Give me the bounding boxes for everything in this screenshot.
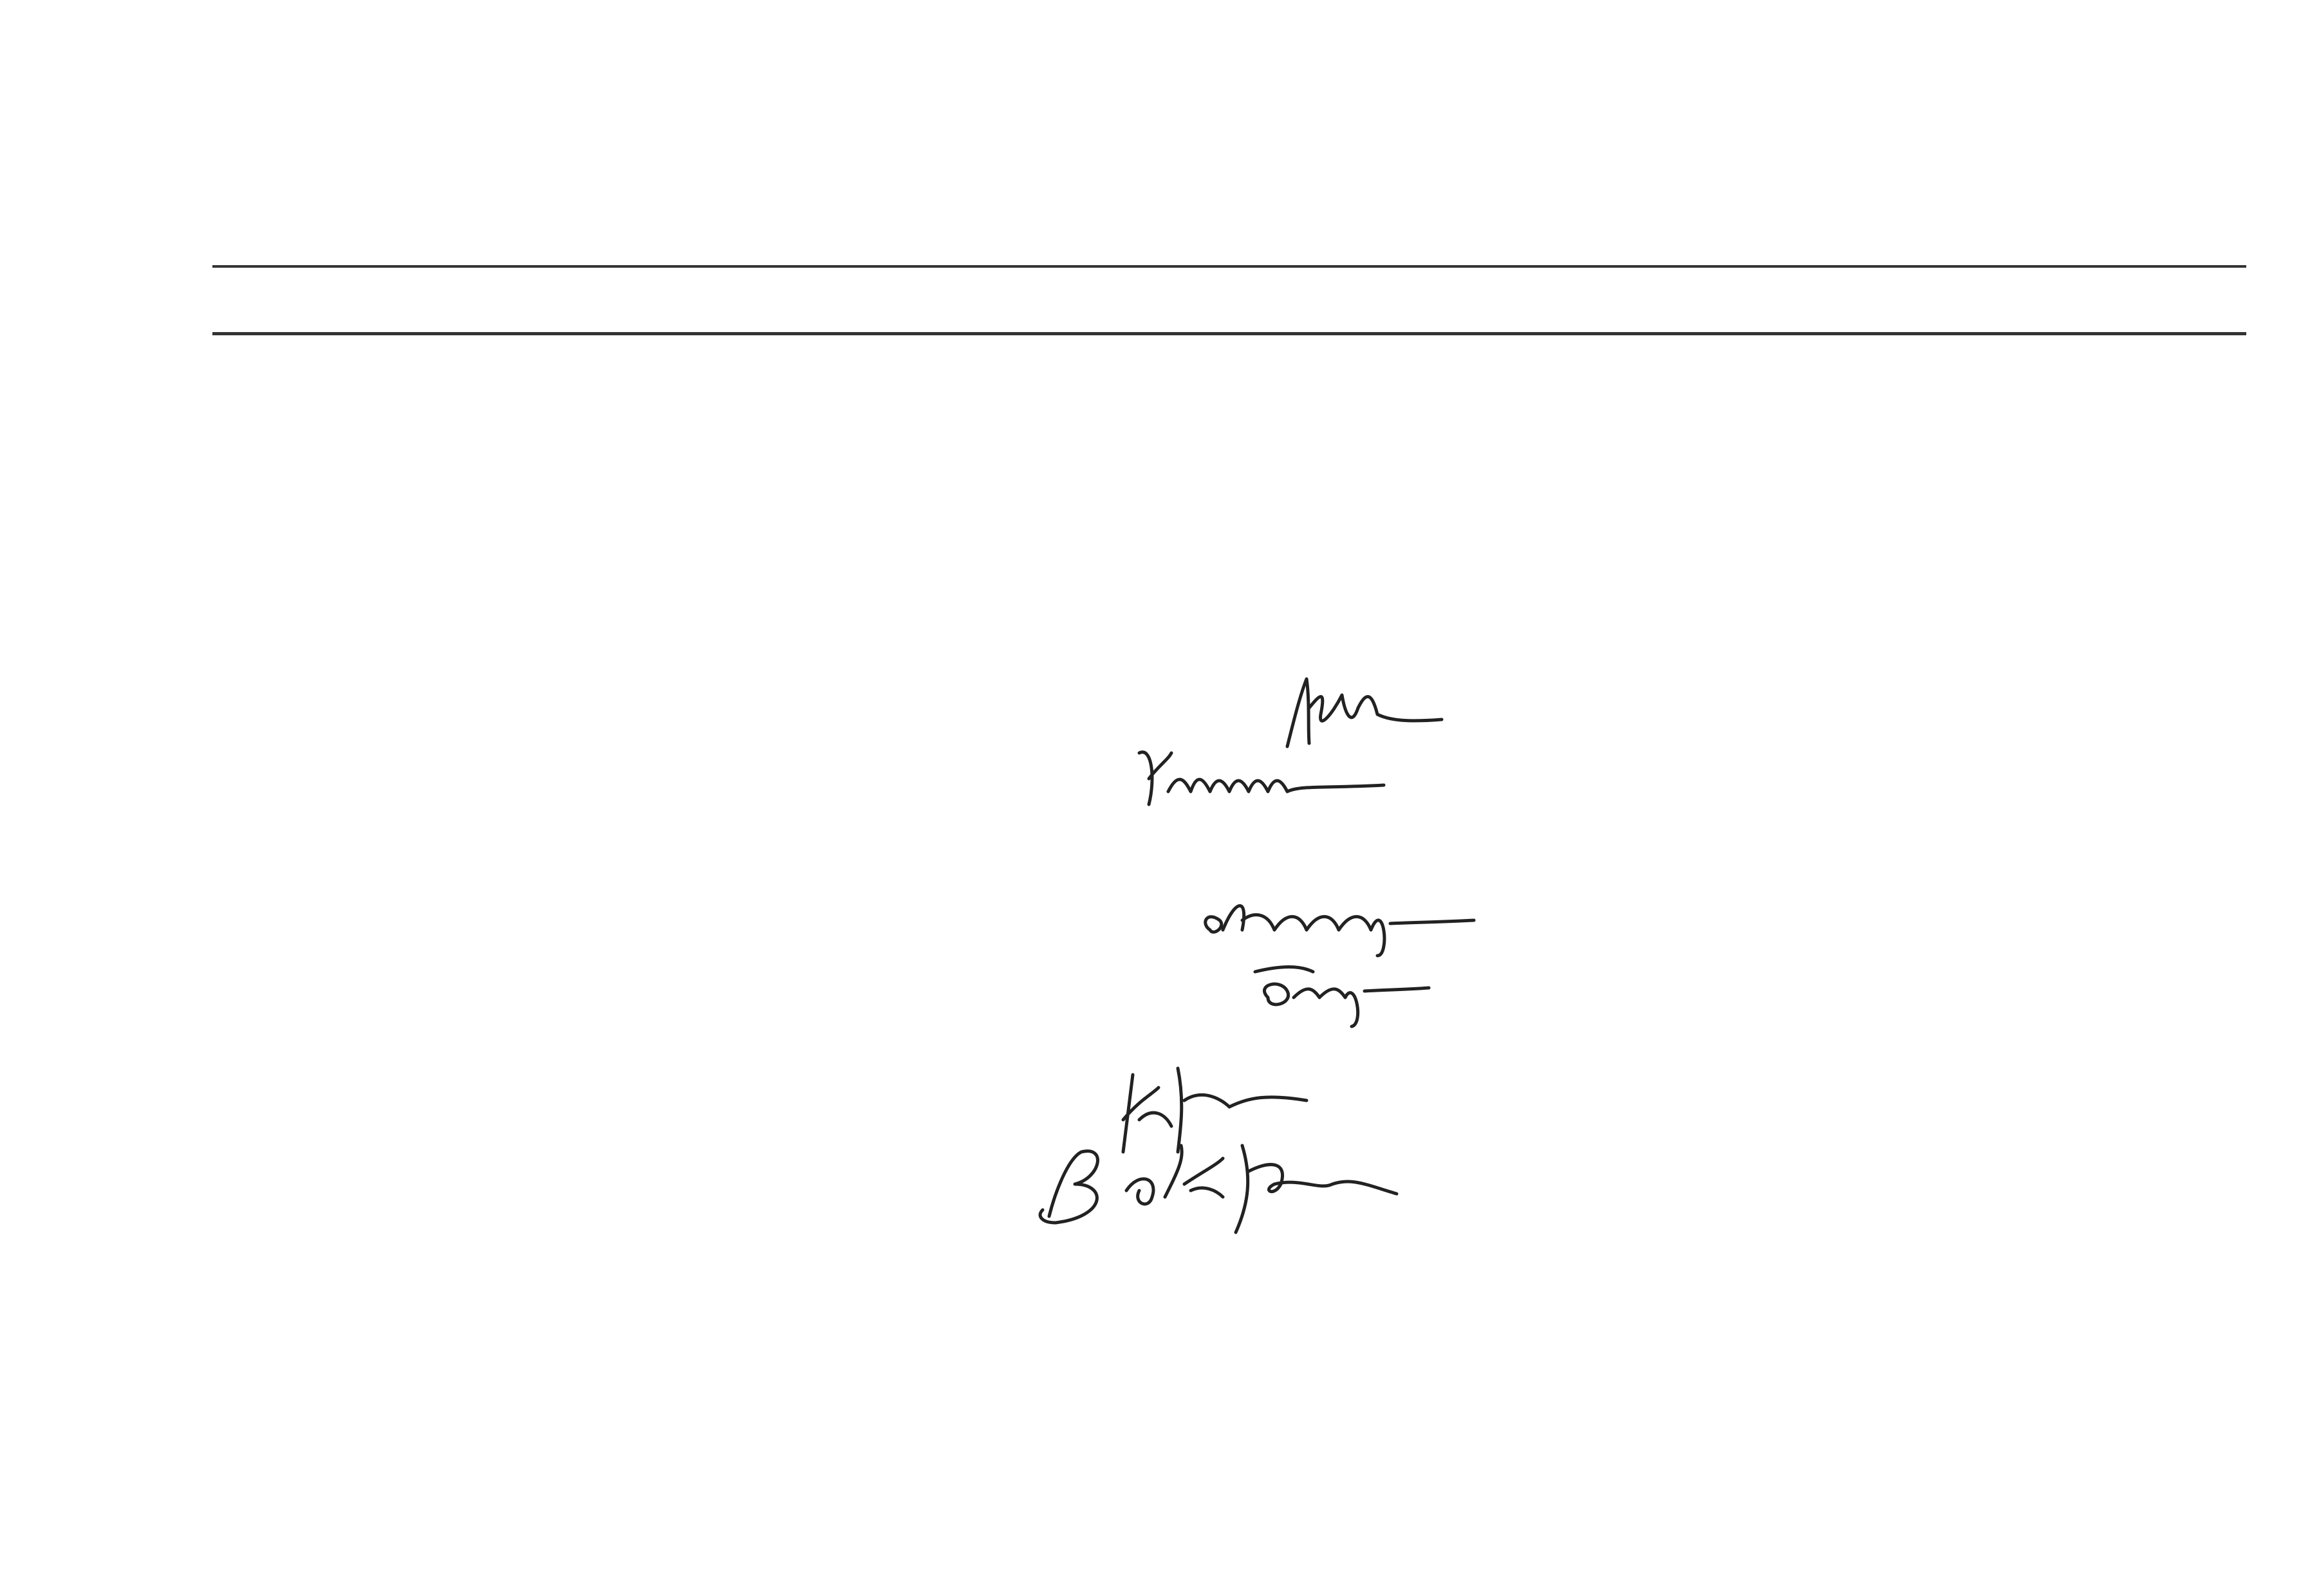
header-bottom-rule	[212, 332, 2246, 335]
signature-anokhina	[1197, 885, 1480, 962]
signature-kalashnikova	[1133, 740, 1390, 817]
signature-esina	[1242, 952, 1435, 1030]
signature-volkova	[1030, 1133, 1403, 1236]
top-rule	[212, 265, 2246, 268]
